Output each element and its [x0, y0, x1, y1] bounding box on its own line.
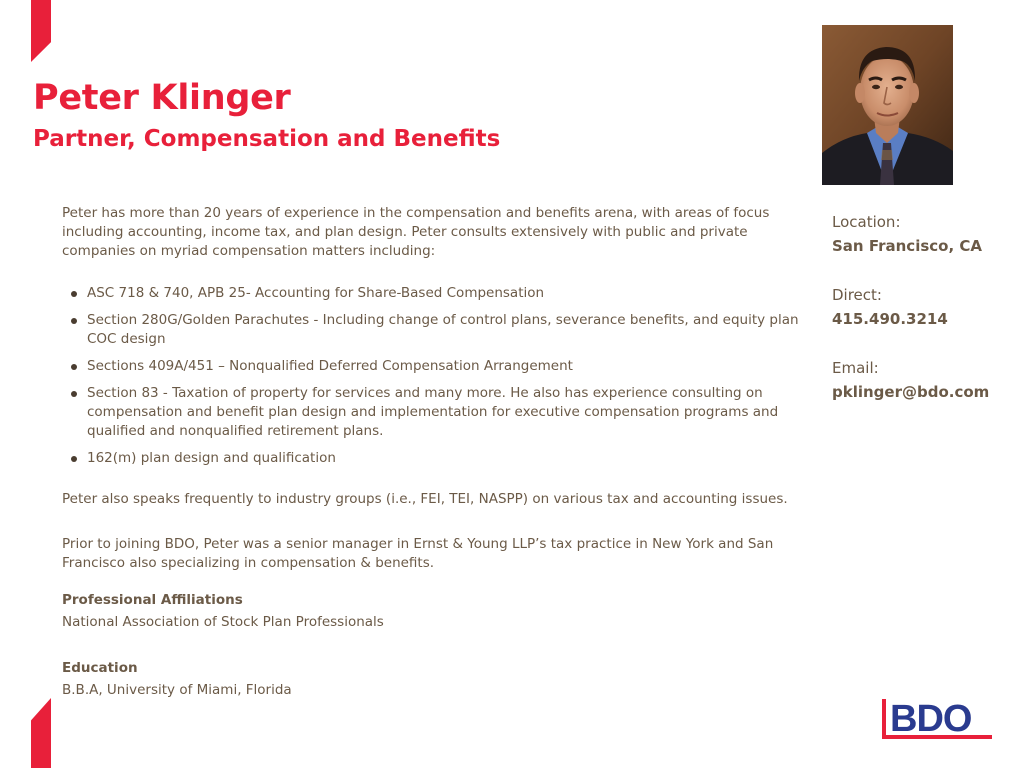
direct-phone-value[interactable]: 415.490.3214: [832, 310, 948, 328]
bio-content: [62, 204, 802, 700]
person-name: Peter Klinger: [33, 78, 291, 118]
email-label: Email:: [832, 359, 879, 377]
affiliations-value: National Association of Stock Plan Professionals: [62, 614, 384, 630]
location-label: Location:: [832, 213, 901, 231]
prior-experience-paragraph: Prior to joining BDO, Peter was a senior manager in Ernst & Young LLP’s tax practice in New York and San Francisco also specializing in compensation & benefits.: [62, 536, 774, 571]
list-item: Section 83 - Taxation of property for services and many more. He also has experience consulting on compensation and benefit plan design and implementation for executive compensation programs and qualified and nonqualified retirement plans.: [62, 384, 802, 441]
profile-photo: [822, 25, 953, 185]
education-section: [62, 659, 802, 700]
bio-intro: Peter has more than 20 years of experience in the compensation and benefits arena, with areas of focus including accounting, income tax, and plan design. Peter consults extensively with public and private companies on myriad compensation matters including:: [62, 205, 770, 259]
speaking-paragraph: Peter also speaks frequently to industry groups (i.e., FEI, TEI, NASPP) on various tax and accounting issues.: [62, 491, 788, 507]
education-heading: Education: [62, 660, 138, 676]
list-item: Sections 409A/451 – Nonqualified Deferred Compensation Arrangement: [62, 357, 802, 376]
list-item: Section 280G/Golden Parachutes - Including change of control plans, severance benefits, and equity plan COC design: [62, 311, 802, 349]
person-title: Partner, Compensation and Benefits: [33, 126, 501, 152]
location-value: San Francisco, CA: [832, 237, 983, 255]
top-accent-bar: [31, 0, 51, 62]
affiliations-heading: Professional Affiliations: [62, 592, 243, 608]
list-item: ASC 718 & 740, APB 25- Accounting for Share-Based Compensation: [62, 284, 802, 303]
bdo-logo-text: BDO: [890, 698, 972, 740]
contact-sidebar: [832, 210, 1017, 429]
direct-label: Direct:: [832, 286, 882, 304]
bdo-logo: [882, 697, 994, 741]
bottom-accent-bar: [31, 698, 51, 768]
affiliations-section: [62, 591, 802, 632]
education-value: B.B.A, University of Miami, Florida: [62, 682, 292, 698]
list-item: 162(m) plan design and qualification: [62, 449, 802, 468]
expertise-list: [62, 284, 802, 468]
email-link[interactable]: pklinger@bdo.com: [832, 383, 990, 401]
